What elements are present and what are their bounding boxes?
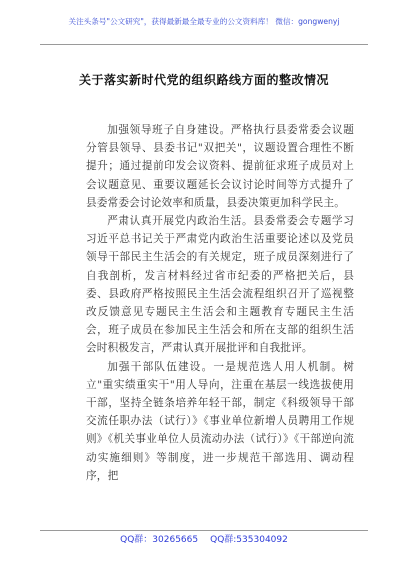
document-title: 关于落实新时代党的组织路线方面的整改情况 bbox=[78, 73, 329, 87]
qq-group-1: QQ群：30265665 bbox=[120, 535, 199, 545]
paragraph-cadre-building: 加强干部队伍建设。一是规范选人用人机制。树立"重实绩重实干"用人导向，注重在基层一线选拔使用干部，坚持全链条培养年轻干部，制定《科级领导干部交流任职办法（试行）》《事业单位新增人员聘用工作规则》《机关事业单位人员流动办法（试行）》《干部逆向流动实施细则》等制度，进一步规范干部选用、调动程序，把 bbox=[86, 360, 354, 482]
promo-header bbox=[40, 14, 368, 45]
paragraph-leadership: 加强领导班子自身建设。严格执行县委常委会议题分管县领导、县委书记"双把关"，议题设置合理性不断提升；通过提前印发会议资料、提前征求班子成员对上会议题意见、重要议题延长会议讨论时间等方式提升了县委常委会讨论效率和质量，县委决策更加科学民主。 bbox=[86, 124, 354, 209]
qq-footer bbox=[40, 530, 368, 545]
document-body bbox=[86, 121, 354, 485]
qq-group-2: QQ群:535304092 bbox=[210, 535, 288, 545]
promo-text: 关注头条号"公文研究"，获得最新最全最专业的公文资料库！ 微信：gongwenyj bbox=[68, 17, 340, 26]
paragraph-political-life: 严肃认真开展党内政治生活。县委常委会专题学习习近平总书记关于严肃党内政治生活重要论述以及党员领导干部民主生活会的有关规定，班子成员深刻进行了自我剖析，发言材料经过省市纪委的严格把关后，县委、县政府严格按照民主生活会流程组织召开了巡视整改反馈意见专题民主生活会和主题教育专题民主生活会，班子成员在参加民主生活会和所在支部的组织生活会时积极发言，严肃认真开展批评和自我批评。 bbox=[86, 215, 354, 355]
